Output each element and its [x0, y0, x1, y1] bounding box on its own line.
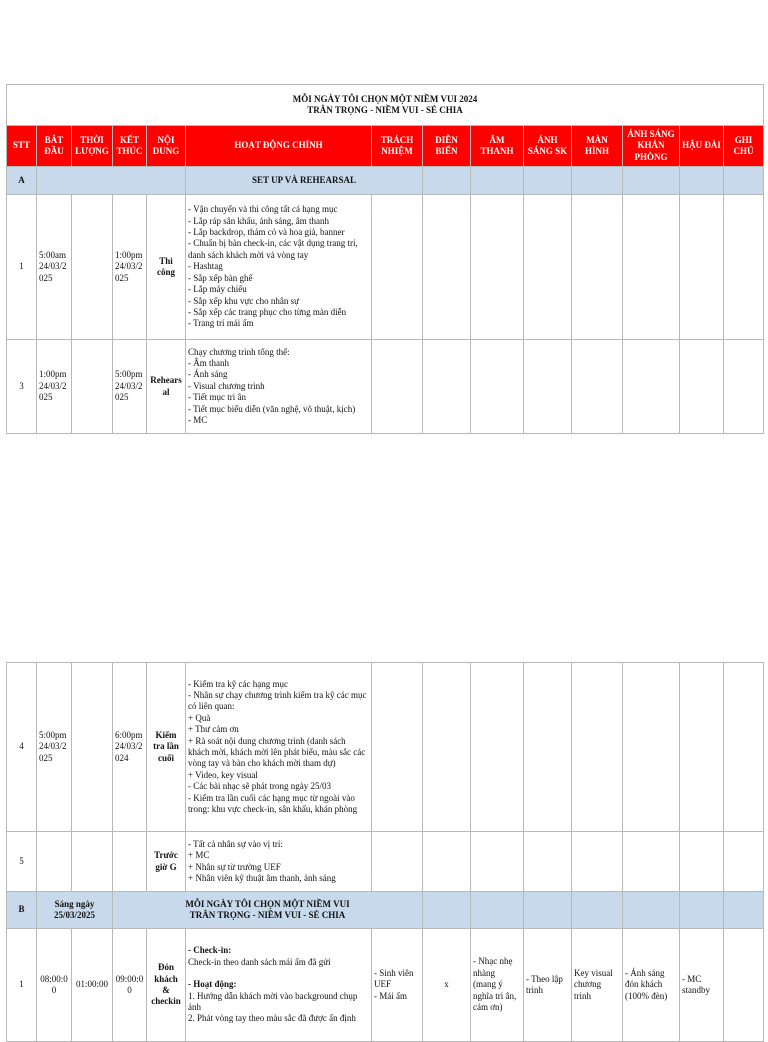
- title-line-2: TRÂN TRỌNG - NIỀM VUI - SẺ CHIA: [307, 105, 463, 115]
- row-owner: - Sinh viên UEF - Mái ấm: [372, 929, 423, 1042]
- row-activity: - Vận chuyển và thi công tất cả hạng mục - Lắp ráp sân khấu, ánh sáng, âm thanh - Lắp backdrop, thảm cỏ và hoa giả, banner - Chuẩn bị bàn check-in, các vật dụng trang trí, danh sách khách mời và vòng tay - Hashtag - Sắp xếp bàn ghế - Lắp máy chiếu - Sắp xếp khu vực cho nhân sự - Sắp xếp các trang phục cho từng màn diễn - Trang trí mái ấm: [186, 195, 372, 340]
- row-stt: 1: [7, 929, 37, 1042]
- sheet-title: [7, 85, 764, 126]
- table-row: [7, 929, 764, 1042]
- row-end: 1:00pm 24/03/2 025: [113, 195, 147, 340]
- row-end: 5:00pm 24/03/2 025: [113, 340, 147, 434]
- section-title-line-2: TRÂN TRỌNG - NIỀM VUI - SẺ CHIA: [189, 910, 346, 920]
- header-note: GHI CHÚ: [724, 126, 764, 167]
- schedule-sheet-1: [6, 84, 763, 434]
- row-content: Đón khách & checkin: [147, 929, 186, 1042]
- activity-text-checkin: Check-in theo danh sách mái ấm đã gửi: [188, 956, 331, 967]
- schedule-table-2: [6, 662, 764, 1042]
- activity-heading-activities: - Hoạt động:: [188, 979, 237, 990]
- row-content: Rehears al: [147, 340, 186, 434]
- section-date: Sáng ngày 25/03/2025: [37, 892, 113, 929]
- row-sound: - Nhạc nhẹ nhàng (mang ý nghĩa tri ân, cảm ơn): [471, 929, 524, 1042]
- header-hall-light: ÁNH SÁNG KHÁN PHÒNG: [623, 126, 680, 167]
- row-content: Thi công: [147, 195, 186, 340]
- activity-heading-checkin: - Check-in:: [188, 945, 232, 956]
- header-content: NỘI DUNG: [147, 126, 186, 167]
- header-activity: HOẠT ĐỘNG CHÍNH: [186, 126, 372, 167]
- row-end: 09:00:0 0: [113, 929, 147, 1042]
- header-end: KẾT THÚC: [113, 126, 147, 167]
- header-duration: THỜI LƯỢNG: [72, 126, 113, 167]
- row-activity: [186, 929, 372, 1042]
- row-stage-light: - Theo lập trình: [524, 929, 572, 1042]
- activity-text-activities: 1. Hướng dẫn khách mời vào background chụp ảnh 2. Phát vòng tay theo màu sắc đã được ấn định: [188, 990, 358, 1024]
- row-note: [724, 929, 764, 1042]
- row-start: 1:00pm 24/03/2 025: [37, 340, 72, 434]
- row-duration: [72, 340, 113, 434]
- row-stt: 3: [7, 340, 37, 434]
- section-blank: [37, 167, 186, 195]
- row-screen: Key visual chương trình: [572, 929, 623, 1042]
- table-row: [7, 195, 764, 340]
- title-line-1: MỖI NGÀY TÔI CHỌN MỘT NIỀM VUI 2024: [292, 93, 478, 104]
- header-backstage: HẬU ĐÀI: [680, 126, 724, 167]
- row-stt: 1: [7, 195, 37, 340]
- row-hall-light: - Ánh sáng đón khách (100% đèn): [623, 929, 680, 1042]
- row-duration: [72, 195, 113, 340]
- header-row: [7, 126, 764, 167]
- section-a-row: [7, 167, 764, 195]
- section-b-row: [7, 892, 764, 929]
- row-duration: [72, 663, 113, 832]
- row-activity: - Kiểm tra kỹ các hạng mục - Nhân sự chạy chương trình kiểm tra kỹ các mục có liên quan: + Quà + Thư cảm ơn + Rà soát nội dung chương trình (danh sách khách mời, khách mời lên phát biểu, màu sắc các vòng tay và bàn cho khách mời tham dự) + Video, key visual - Các bài nhạc sẽ phát trong ngày 25/03 - Kiểm tra lần cuối các hạng mục từ ngoài vào trong: khu vực check-in, sân khấu, khán phòng: [186, 663, 372, 832]
- header-stage-light: ÁNH SÁNG SK: [524, 126, 572, 167]
- row-backstage: - MC standby: [680, 929, 724, 1042]
- row-stt: 4: [7, 663, 37, 832]
- header-screen: MÀN HÌNH: [572, 126, 623, 167]
- row-start: 5:00pm 24/03/2 025: [37, 663, 72, 832]
- section-code: A: [7, 167, 37, 195]
- row-activity: - Tất cả nhân sự vào vị trí: + MC + Nhân sự từ trường UEF + Nhân viên kỹ thuật âm thanh, ánh sáng: [186, 832, 372, 892]
- schedule-table-1: [6, 84, 764, 434]
- schedule-sheet-2: [6, 662, 763, 1042]
- section-title: [113, 892, 423, 929]
- row-start: 08:00:0 0: [37, 929, 72, 1042]
- row-end: 6:00pm 24/03/2 024: [113, 663, 147, 832]
- row-start: 5:00am 24/03/2 025: [37, 195, 72, 340]
- row-performer: x: [423, 929, 471, 1042]
- header-sound: ÂM THANH: [471, 126, 524, 167]
- section-title: SET UP VÀ REHEARSAL: [186, 167, 423, 195]
- section-code: B: [7, 892, 37, 929]
- row-stt: 5: [7, 832, 37, 892]
- row-duration: 01:00:00: [72, 929, 113, 1042]
- header-owner: TRÁCH NHIỆM: [372, 126, 423, 167]
- row-content: Kiểm tra lần cuối: [147, 663, 186, 832]
- header-start: BẮT ĐẦU: [37, 126, 72, 167]
- table-row: [7, 663, 764, 832]
- row-activity: Chạy chương trình tổng thể: - Âm thanh - Ánh sáng - Visual chương trình - Tiết mục tri ân - Tiết mục biểu diễn (văn nghệ, võ thuật, kịch) - MC: [186, 340, 372, 434]
- table-row: [7, 340, 764, 434]
- table-row: [7, 832, 764, 892]
- section-title-line-1: MỖI NGÀY TÔI CHỌN MỘT NIỀM VUI: [185, 898, 350, 909]
- header-stt: STT: [7, 126, 37, 167]
- header-performer: DIỄN BIẾN: [423, 126, 471, 167]
- row-content: Trước giờ G: [147, 832, 186, 892]
